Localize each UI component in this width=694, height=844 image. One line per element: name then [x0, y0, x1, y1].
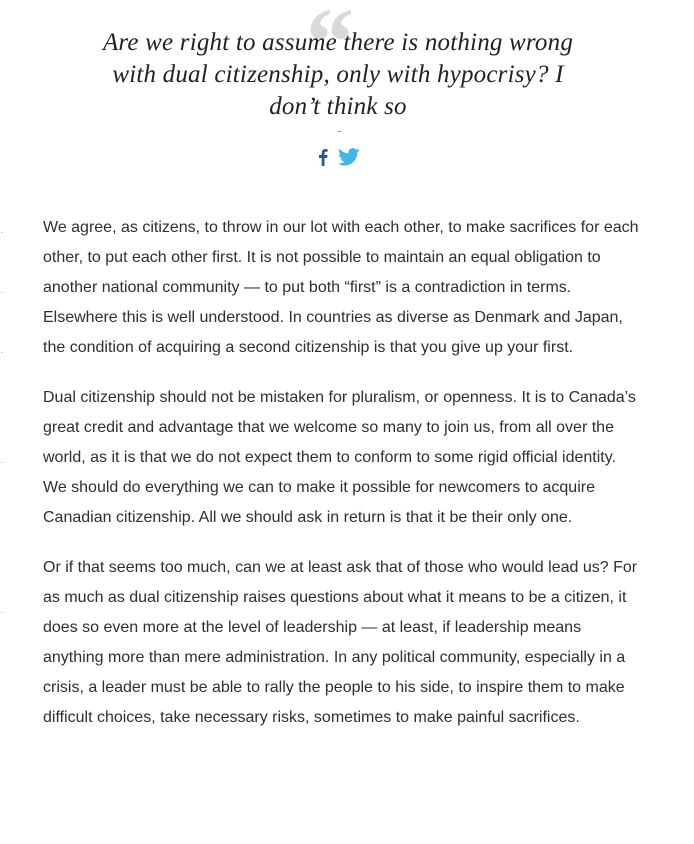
margin-mark	[1, 232, 3, 233]
share-buttons	[318, 144, 360, 170]
quote-mark-icon: “	[306, 0, 354, 95]
article-paragraph: Or if that seems too much, can we at least ask that of those who would lead us? For as much as dual citizenship raises questions about what it means to be a citizen, it does so even more at the level of leadership — at least, if leadership means anything more than mere administration. In any political community, especially in a crisis, a leader must be able to rally the people to his side, to inspire them to make difficult choices, take necessary risks, sometimes to make painful sacrifices.	[43, 559, 638, 726]
margin-mark	[1, 612, 3, 613]
pull-quote	[0, 0, 694, 200]
margin-mark	[1, 292, 3, 293]
margin-mark	[1, 462, 3, 463]
article-body	[43, 213, 643, 753]
pull-quote-divider	[338, 131, 341, 132]
article-paragraph: Dual citizenship should not be mistaken for pluralism, or openness. It is to Canada’s great credit and advantage that we welcome so many to join us, from all over the world, as it is that we do not expect them to conform to some rigid official identity. We should do everything we can to make it possible for newcomers to acquire Canadian citizenship. All we should ask in return is that it be their only one.	[43, 389, 636, 526]
facebook-icon	[318, 148, 328, 166]
twitter-icon	[338, 148, 360, 166]
article-paragraph: We agree, as citizens, to throw in our lot with each other, to make sacrifices for each other, to put each other first. It is not possible to maintain an equal obligation to another national community — to put both “first” is a contradiction in terms. Elsewhere this is well understood. In countries as diverse as Denmark and Japan, the condition of acquiring a second citizenship is that you give up your first.	[43, 219, 639, 356]
facebook-share-button[interactable]	[318, 148, 328, 166]
margin-mark	[1, 352, 3, 353]
pull-quote-text: Are we right to assume there is nothing wrong with dual citizenship, only with hypocrisy? I don’t think so	[102, 29, 574, 120]
twitter-share-button[interactable]	[338, 148, 360, 166]
